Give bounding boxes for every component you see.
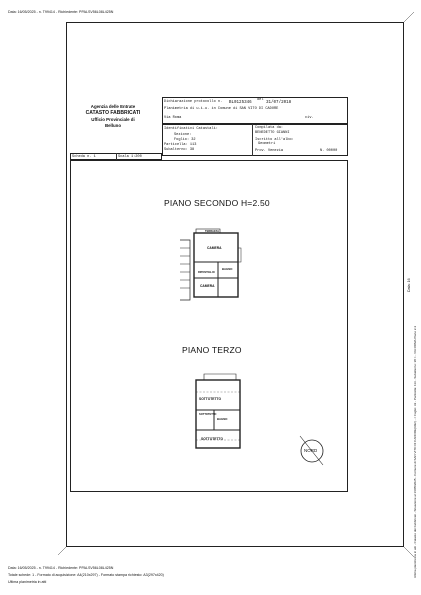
ident-foglio: Foglio: 32 [174, 138, 196, 142]
compilata-name: BENEDETTO GIANNI [255, 131, 290, 135]
scheda-label: Scheda n. 1 [72, 154, 96, 159]
agency-line3: Ufficio Provinciale di [91, 116, 135, 122]
dichiarazione-label: Dichiarazione protocollo n. [164, 100, 223, 104]
upper-plan-title: PIANO SECONDO H=2.50 [164, 198, 270, 208]
agency-line1: Agenzia delle Entrate [90, 104, 136, 109]
compilata-label: Compilata da: [255, 126, 284, 130]
address-label: Via Roma [164, 116, 182, 120]
planimetria-label: Planimetria di u.i.u. in Comune di SAN VITO DI CADORE [164, 107, 279, 111]
del-date: 31/07/2018 [266, 101, 292, 105]
nord-label: NORD [304, 448, 318, 453]
del-label: del [257, 98, 264, 102]
footer-line2: Totale schede: 1 - Formato di acquisizione: A4(210x297) - Formato stampa richiesto: A3(297x420) [8, 573, 164, 577]
top-header: Data: 16/05/2025 - n. T99414 - Richiedente: PPALSV56L08L425N [8, 10, 114, 14]
scala-label: Scala 1:200 [118, 154, 142, 159]
civ-label: civ. [305, 116, 314, 120]
iscritto-label: Iscritto all'albo: [255, 138, 294, 142]
room-bagno-lower: BAGNO [217, 417, 228, 421]
prov-label: Prov. Venezia [255, 149, 284, 153]
albo-value: Geometri [258, 142, 276, 146]
room-terrazza: TERRAZZA [205, 230, 219, 233]
room-sottotetto-2: SOTTOTETTO [199, 413, 217, 416]
agency-line2: CATASTO FABBRICATI [85, 109, 141, 116]
ident-subalterno: Subalterno: 38 [164, 148, 195, 152]
footer-line1: Data: 16/05/2025 - n. T99414 - Richiedente: PPALSV56L08L425N [8, 566, 114, 570]
num-label: N. 00000 [320, 149, 338, 153]
room-ripostiglio: RIPOSTIGLIO [198, 271, 215, 274]
room-camera-2: CAMERA [200, 284, 215, 288]
room-camera-1: CAMERA [207, 246, 222, 250]
agency-line4: Belluno [104, 122, 122, 128]
side-status-text: Ultima planimetria in atti - Catasto dei Fabbricati - Situazione al 16/05/2025 - Comune di SAN VITO DI CADORE(I392) - < Foglio: 32 - Particella: 113 - Subalterno: 38 > - VIA ROMA Piano 2-3 [413, 325, 417, 578]
room-sottotetto-1: SOTTOTETTO [199, 397, 222, 401]
protocol-number: BL0125346 [229, 101, 252, 105]
room-sottotetto-3: SOTTOTETTO [201, 437, 224, 441]
ident-sezione: Sezione: [174, 133, 192, 137]
margin-mid-label: Data: 16 [407, 278, 411, 292]
ident-title: Identificativi Catastali: [164, 127, 218, 131]
room-bagno-upper: BAGNO [222, 267, 233, 271]
ident-particella: Particella: 113 [164, 143, 197, 147]
footer-line3: Ultima planimetria in atti [8, 580, 47, 584]
lower-plan-title: PIANO TERZO [182, 345, 242, 355]
